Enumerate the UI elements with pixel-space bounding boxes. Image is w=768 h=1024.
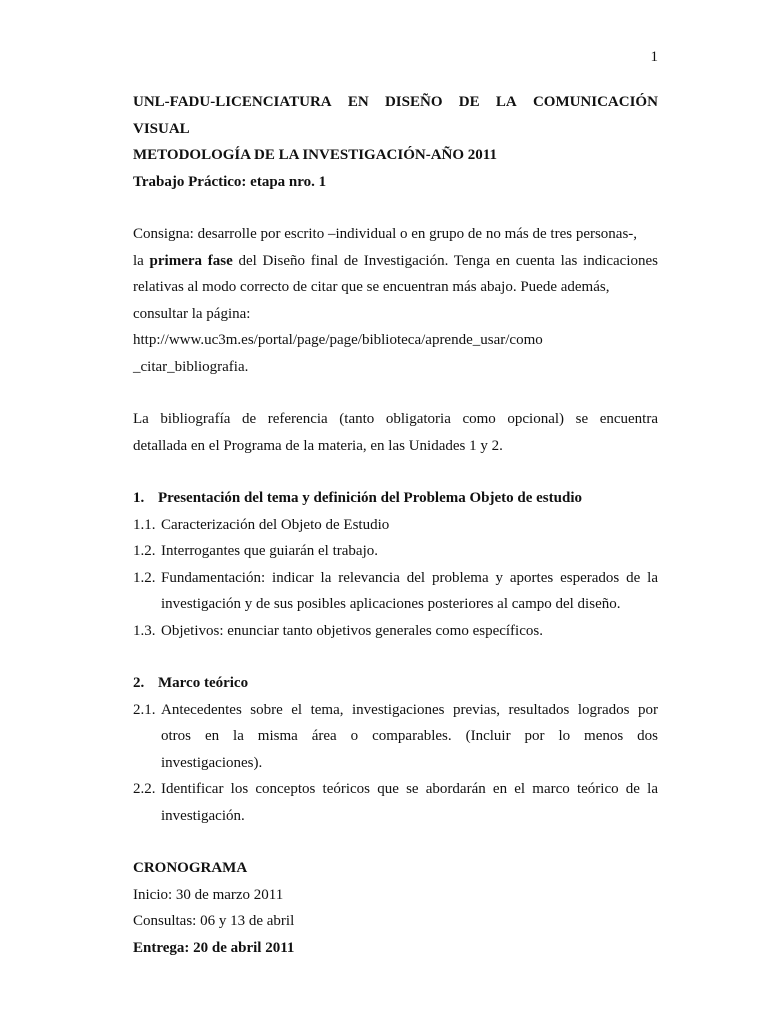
section-number: 1. bbox=[133, 490, 145, 506]
cronograma-entrega: Entrega: 20 de abril 2011 bbox=[133, 939, 295, 956]
section-title: Presentación del tema y definición del Problema Objeto de estudio bbox=[158, 490, 582, 506]
item-text-line: Identificar los conceptos teóricos que se abordarán en el marco teórico de la bbox=[161, 781, 658, 797]
title-word: DISEÑO bbox=[384, 94, 443, 110]
institution-title-continuation: VISUAL bbox=[133, 120, 190, 137]
item-number: 1.3. bbox=[133, 622, 156, 639]
item-number: 2.2. bbox=[133, 781, 156, 797]
item-number: 1.1. bbox=[133, 516, 156, 533]
cronograma bbox=[133, 855, 658, 961]
assignment-title: Trabajo Práctico: etapa nro. 1 bbox=[133, 173, 327, 190]
consigna-text: del Diseño final de Investigación. Tenga en cuenta las indicaciones bbox=[232, 252, 658, 269]
list-item bbox=[133, 618, 658, 645]
item-text bbox=[161, 565, 658, 618]
item-number: 1.2. bbox=[133, 543, 156, 559]
title-word: COMUNICACIÓN bbox=[532, 94, 658, 110]
page-number: 1 bbox=[650, 49, 658, 65]
section-heading bbox=[133, 485, 658, 512]
reference-url-continuation: _citar_bibliografia. bbox=[133, 358, 249, 375]
consigna-line bbox=[133, 248, 658, 275]
spacer bbox=[133, 195, 658, 221]
cronograma-consultas: Consultas: 06 y 13 de abril bbox=[133, 913, 295, 929]
item-text-line: investigaciones). bbox=[161, 754, 263, 771]
cronograma-heading: CRONOGRAMA bbox=[133, 860, 248, 876]
spacer bbox=[133, 459, 658, 485]
item-number: 1.2. bbox=[133, 569, 156, 586]
reference-url: http://www.uc3m.es/portal/page/page/biblioteca/aprende_usar/como bbox=[133, 332, 543, 348]
list-item bbox=[133, 538, 658, 565]
section-heading bbox=[133, 670, 658, 697]
item-text bbox=[161, 697, 658, 777]
item-text bbox=[161, 776, 658, 829]
item-text-line: otros en la misma área o comparables. (Incluir por lo menos dos bbox=[161, 728, 658, 744]
list-item bbox=[133, 776, 658, 829]
consigna-line: relativas al modo correcto de citar que se encuentran más abajo. Puede además, bbox=[133, 279, 610, 295]
title-word: EN bbox=[347, 94, 369, 110]
item-text: Objetivos: enunciar tanto objetivos generales como específicos. bbox=[161, 622, 543, 639]
item-text: Interrogantes que guiarán el trabajo. bbox=[161, 543, 378, 559]
list-item bbox=[133, 512, 658, 539]
document-header bbox=[133, 89, 658, 195]
item-text-line: investigación. bbox=[161, 807, 245, 824]
section-number: 2. bbox=[133, 675, 145, 691]
title-word: DE bbox=[458, 94, 480, 110]
bibliografia-paragraph bbox=[133, 406, 658, 459]
list-item bbox=[133, 697, 658, 777]
consigna-text: la bbox=[133, 252, 150, 269]
spacer bbox=[133, 380, 658, 406]
title-word: UNL-FADU-LICENCIATURA bbox=[133, 94, 332, 110]
item-number: 2.1. bbox=[133, 701, 156, 718]
section-1 bbox=[133, 485, 658, 644]
consigna-line: consultar la página: bbox=[133, 305, 251, 322]
item-text-line: investigación y de sus posibles aplicaciones posteriores al campo del diseño. bbox=[161, 596, 621, 612]
item-text: Caracterización del Objeto de Estudio bbox=[161, 516, 390, 533]
consigna-paragraph bbox=[133, 221, 658, 380]
item-text-line: Antecedentes sobre el tema, investigaciones previas, resultados logrados por bbox=[161, 701, 658, 718]
cronograma-inicio: Inicio: 30 de marzo 2011 bbox=[133, 886, 284, 903]
primera-fase-emphasis: primera fase bbox=[149, 252, 233, 269]
list-item bbox=[133, 565, 658, 618]
bibliografia-line: detallada en el Programa de la materia, en las Unidades 1 y 2. bbox=[133, 437, 503, 454]
title-word: LA bbox=[495, 94, 517, 110]
section-2 bbox=[133, 670, 658, 829]
spacer bbox=[133, 644, 658, 670]
subject-title: METODOLOGÍA DE LA INVESTIGACIÓN-AÑO 2011 bbox=[133, 147, 497, 163]
item-text-line: Fundamentación: indicar la relevancia del problema y aportes esperados de la bbox=[161, 569, 658, 586]
institution-title bbox=[133, 89, 658, 116]
section-title: Marco teórico bbox=[158, 675, 249, 691]
bibliografia-line: La bibliografía de referencia (tanto obligatoria como opcional) se encuentra bbox=[133, 411, 658, 427]
consigna-line: Consigna: desarrolle por escrito –individual o en grupo de no más de tres personas-, bbox=[133, 226, 638, 242]
spacer bbox=[133, 829, 658, 855]
